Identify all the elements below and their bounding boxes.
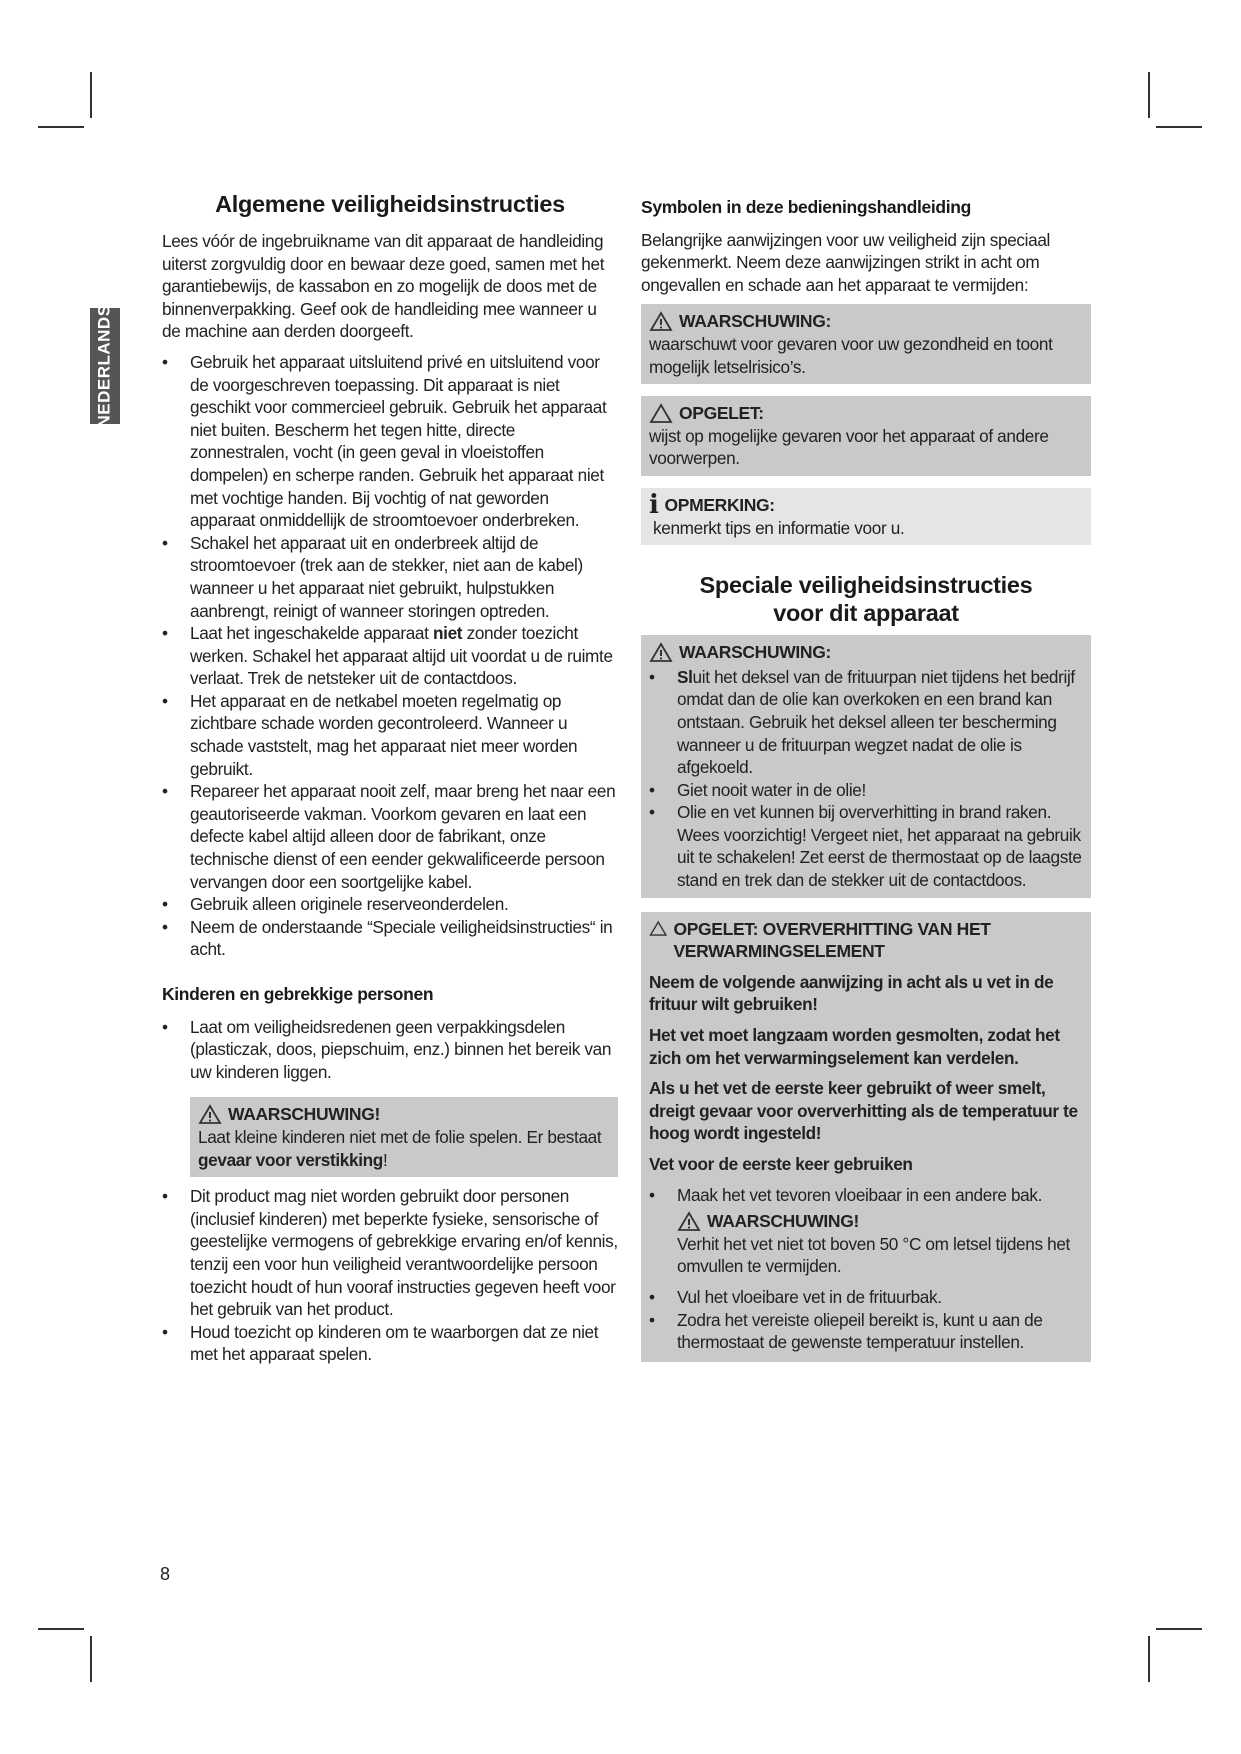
caution-triangle-icon: [649, 918, 667, 939]
caution-symbol-box: [641, 396, 1091, 476]
symbols-heading: Symbolen in deze bedieningshandleiding: [641, 197, 971, 217]
children-list: [162, 1016, 618, 1084]
warning-symbol-text: waarschuwt voor gevaren voor uw gezondheid en toont mogelijk letselrisico’s.: [649, 333, 1053, 377]
caution-triangle-icon: [649, 403, 673, 424]
list-item: • Repareer het apparaat nooit zelf, maar breng het naar een geautoriseerde vakman. Voorkom gevaren en laat een defecte kabel altijd alleen door de fabrikant, onze technische dienst of een eender gekwalificeerde persoon vervangen door een soortgelijke kabel.: [162, 780, 618, 893]
overheating-caution-title: OPGELET: OVERVERHITTING VAN HET VERWARMINGSELEMENT: [673, 918, 991, 962]
caution-paragraph: Het vet moet langzaam worden gesmolten, zodat het zich om het verwarmingselement kan verdelen.: [649, 1025, 1060, 1068]
list-item: • Gebruik alleen originele reserveonderdelen.: [162, 893, 618, 916]
warning-triangle-icon: [677, 1211, 701, 1232]
symbols-intro: Belangrijke aanwijzingen voor uw veiligheid zijn speciaal gekenmerkt. Neem deze aanwijzingen strikt in acht om ongevallen en schade aan het apparaat te vermijden:: [641, 229, 1051, 295]
list-item: • Zodra het vereiste oliepeil bereikt is, kunt u aan de thermostaat de gewenste temperatuur instellen.: [649, 1309, 1083, 1354]
intro-paragraph: Lees vóór de ingebruikname van dit apparaat de handleiding uiterst zorgvuldig door en bewaar deze goed, samen met het garantiebewijs, de kassabon en zo mogelijk de doos met de binnenverpakking. Geef ook de handleiding mee wanneer u de machine aan derden doorgeeft.: [162, 231, 605, 342]
crop-mark: [1156, 1628, 1202, 1630]
children-heading: Kinderen en gebrekkige personen: [162, 984, 434, 1004]
warning-triangle-icon: [649, 642, 673, 663]
right-column: [641, 196, 1091, 1362]
left-column: [162, 190, 618, 1366]
list-item: • Neem de onderstaande “Speciale veiligheidsinstructies“ in acht.: [162, 916, 618, 961]
language-tab: [90, 304, 120, 428]
crop-mark: [1148, 1636, 1150, 1682]
caution-symbol-text: wijst op mogelijke gevaren voor het apparaat of andere voorwerpen.: [649, 425, 1049, 469]
inner-warning-title: WAARSCHUWING!: [707, 1211, 859, 1232]
crop-mark: [38, 126, 84, 128]
list-item: • Maak het vet tevoren vloeibaar in een andere bak.: [649, 1184, 1083, 1207]
list-item: • Olie en vet kunnen bij oververhitting in brand raken. Wees voorzichtig! Vergeet niet, het apparaat na gebruik uit te schakelen! Zet eerst de thermostaat op de laagste stand en trek dan de stekker uit de contactdoos.: [649, 801, 1083, 891]
inner-warning: [677, 1210, 1083, 1278]
language-tab-label: NEDERLANDS: [95, 304, 114, 428]
list-item: • Sluit het deksel van de frituurpan niet tijdens het bedrijf omdat dan de olie kan overkoken en een brand kan ontstaan. Gebruik het deksel alleen ter bescherming wanneer u de frituurpan wegzet nadat de olie is afgekoeld.: [649, 666, 1083, 779]
first-use-heading: Vet voor de eerste keer gebruiken: [649, 1154, 913, 1174]
special-warning-title: WAARSCHUWING:: [679, 642, 831, 663]
first-use-list: [649, 1184, 1083, 1207]
list-item: • Houd toezicht op kinderen om te waarborgen dat ze niet met het apparaat spelen.: [162, 1321, 618, 1366]
safety-list: [162, 351, 618, 961]
crop-mark: [1148, 72, 1150, 118]
crop-mark: [90, 72, 92, 118]
caution-paragraph: Als u het vet de eerste keer gebruikt of weer smelt, dreigt gevaar voor oververhitting als de temperatuur te hoog wordt ingesteld!: [649, 1078, 1078, 1144]
warning-triangle-icon: [649, 311, 673, 332]
crop-mark: [38, 1628, 84, 1630]
general-safety-title: Algemene veiligheidsinstructies: [215, 191, 565, 217]
crop-mark: [1156, 126, 1202, 128]
special-warning-list: [649, 666, 1083, 892]
note-symbol-text: kenmerkt tips en informatie voor u.: [653, 517, 905, 538]
list-item: • Dit product mag niet worden gebruikt door personen (inclusief kinderen) met beperkte fysieke, sensorische of geestelijke vermogens of gebrekkige ervaring en/of kennis, tenzij een voor hun veiligheid verantwoordelijke persoon toezicht houdt of hun vooraf instructies gegeven heeft voor het gebruik van het product.: [162, 1185, 618, 1321]
note-symbol-title: OPMERKING:: [664, 494, 775, 515]
list-item: • Gebruik het apparaat uitsluitend privé en uitsluitend voor de voorgeschreven toepassing. Dit apparaat is niet geschikt voor commercieel gebruik. Gebruik het apparaat niet buiten. Bescherm het tegen hitte, directe zonnestralen, vocht (in geen geval in vloeistoffen dompelen) en scherpe randen. Gebruik het apparaat niet met vochtige handen. Bij vochtig of nat geworden apparaat onmiddellijk de stroomtoevoer onderbreken.: [162, 351, 618, 532]
crop-mark: [90, 1636, 92, 1682]
warning-triangle-icon: [198, 1104, 222, 1125]
overheating-caution-box: [641, 912, 1091, 1362]
warning-text: Laat kleine kinderen niet met de folie spelen. Er bestaat gevaar voor verstikking!: [198, 1126, 602, 1170]
list-item: • Schakel het apparaat uit en onderbreek altijd de stroomtoevoer (trek aan de stekker, niet aan de kabel) wanneer u het apparaat niet gebruikt, hulpstukken aanbrengt, reinigt of wanneer storingen optreden.: [162, 532, 618, 622]
warning-symbol-title: WAARSCHUWING:: [679, 311, 831, 332]
children-list-2: [162, 1185, 618, 1366]
page-number: 8: [160, 1564, 171, 1584]
list-item: • Het apparaat en de netkabel moeten regelmatig op zichtbare schade worden gecontroleerd. Wanneer u schade vaststelt, mag het apparaat niet meer worden gebruikt.: [162, 690, 618, 780]
warning-symbol-box: [641, 304, 1091, 384]
caution-symbol-title: OPGELET:: [679, 403, 764, 424]
list-item: • Laat het ingeschakelde apparaat niet zonder toezicht werken. Schakel het apparaat altijd uit voordat u de ruimte verlaat. Trek de netsteker uit de contactdoos.: [162, 622, 618, 690]
first-use-list-2: [649, 1286, 1083, 1354]
note-symbol-box: [641, 488, 1091, 545]
inner-warning-text: Verhit het vet niet tot boven 50 °C om letsel tijdens het omvullen te vermijden.: [677, 1233, 1070, 1277]
list-item: • Vul het vloeibare vet in de frituurbak.: [649, 1286, 1083, 1309]
list-item: • Giet nooit water in de olie!: [649, 779, 1083, 802]
caution-paragraph: Neem de volgende aanwijzing in acht als u vet in de frituur wilt gebruiken!: [649, 971, 1054, 1015]
special-warning-box: [641, 635, 1091, 898]
warning-title: WAARSCHUWING!: [228, 1104, 380, 1125]
warning-box: [190, 1097, 618, 1177]
list-item: • Laat om veiligheidsredenen geen verpakkingsdelen (plasticzak, doos, piepschuim, enz.) binnen het bereik van uw kinderen liggen.: [162, 1016, 618, 1084]
info-icon: i: [649, 490, 659, 521]
special-safety-title: Speciale veiligheidsinstructies voor dit apparaat: [699, 572, 1033, 627]
